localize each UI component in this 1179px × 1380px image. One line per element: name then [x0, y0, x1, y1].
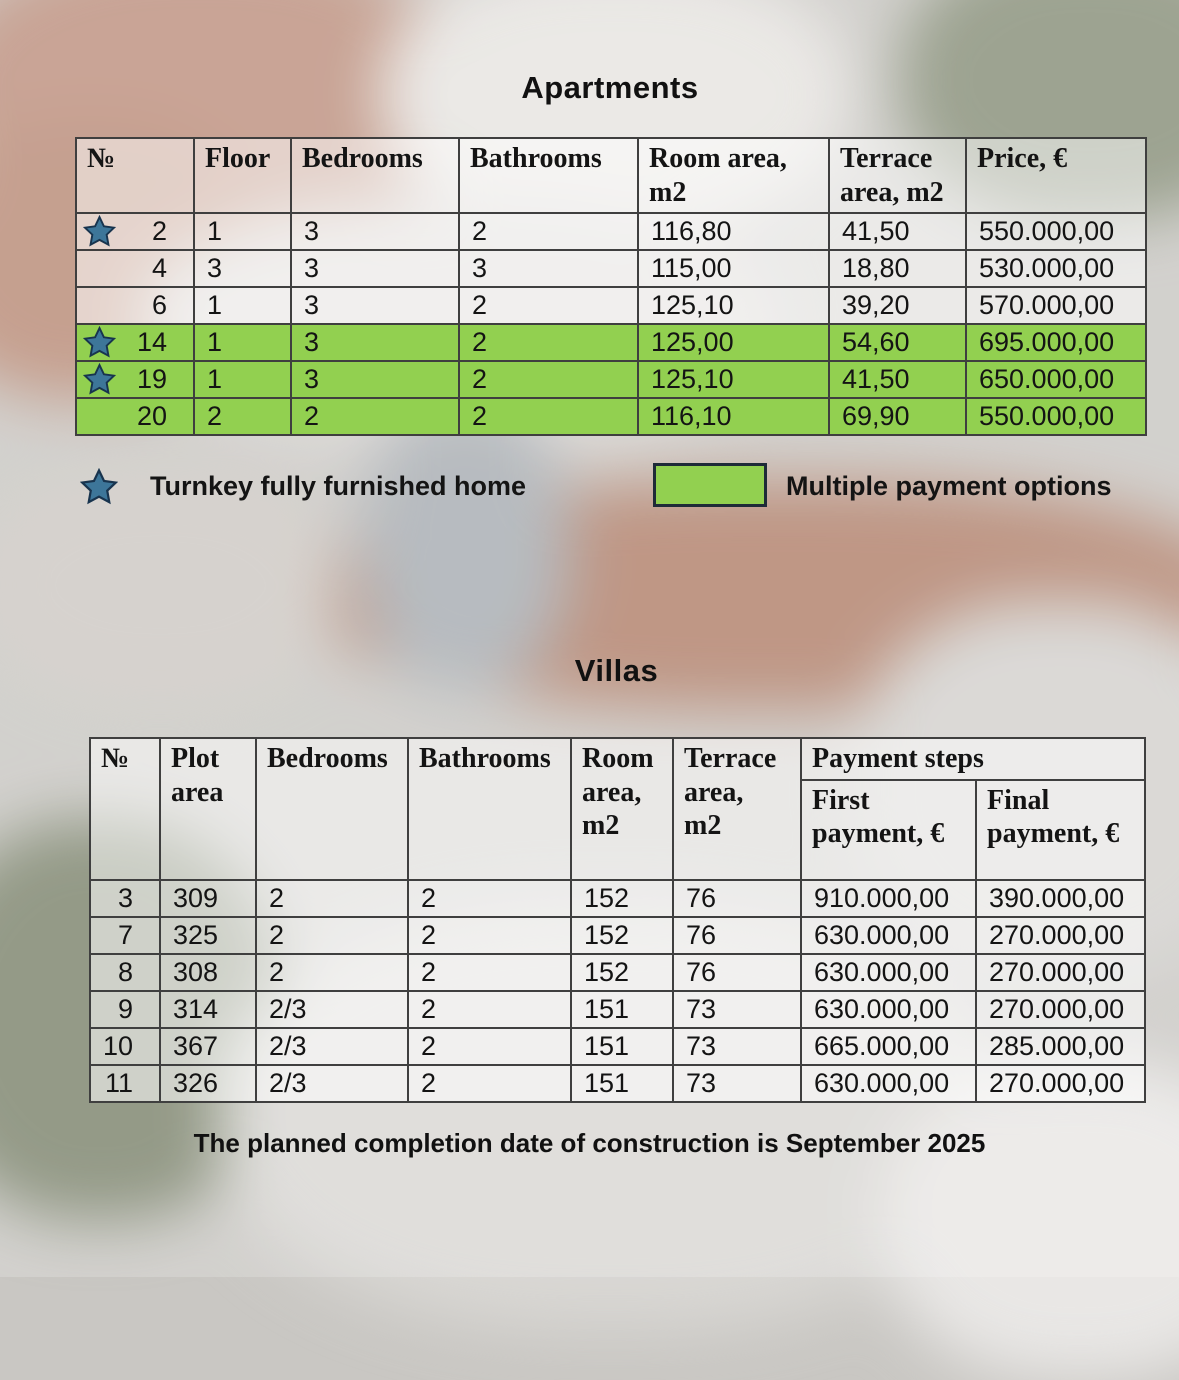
apartment-room-area: 116,10: [638, 398, 829, 435]
villa-plot-area: 314: [160, 991, 256, 1028]
apartment-price: 550.000,00: [966, 398, 1146, 435]
villa-no: [90, 954, 160, 991]
villa-no-value: 7: [117, 919, 133, 950]
villa-terrace-area: 73: [673, 1065, 801, 1102]
col-header-plot-area: Plot area: [160, 738, 256, 880]
apartment-price: 530.000,00: [966, 250, 1146, 287]
villa-bedrooms: 2/3: [256, 1028, 408, 1065]
apartment-row: [76, 287, 1146, 324]
villa-row: [90, 954, 1145, 991]
apartments-title: Apartments: [521, 70, 699, 105]
villa-room-area: 152: [571, 917, 673, 954]
apartment-price: 550.000,00: [966, 213, 1146, 250]
villa-bathrooms: 2: [408, 991, 571, 1028]
villa-no-value: 8: [117, 956, 133, 987]
apartment-no: [76, 250, 194, 287]
villa-no-value: 11: [104, 1067, 133, 1098]
villa-no: [90, 1028, 160, 1065]
villa-terrace-area: 76: [673, 954, 801, 991]
villa-room-area: 152: [571, 954, 673, 991]
apartment-room-area: 116,80: [638, 213, 829, 250]
villa-bedrooms: 2: [256, 917, 408, 954]
villa-bathrooms: 2: [408, 917, 571, 954]
apartment-price: 570.000,00: [966, 287, 1146, 324]
villa-bathrooms: 2: [408, 1065, 571, 1102]
villa-bathrooms: 2: [408, 1028, 571, 1065]
col-header-terrace-area: Terrace area, m2: [673, 738, 801, 880]
col-header-room-area: Room area, m2: [571, 738, 673, 880]
col-header-bedrooms: Bedrooms: [256, 738, 408, 880]
apartment-no-value: 4: [151, 253, 167, 284]
villa-plot-area: 326: [160, 1065, 256, 1102]
villas-table: [89, 737, 1146, 1103]
col-header-terrace-area: Terrace area, m2: [829, 138, 966, 213]
villa-no-value: 10: [102, 1030, 133, 1061]
villa-plot-area: 309: [160, 880, 256, 917]
apartment-floor: 1: [194, 213, 291, 250]
apartment-no-value: 14: [136, 327, 167, 358]
star-icon: [83, 326, 116, 359]
apartment-no-value: 6: [151, 290, 167, 321]
apartment-terrace-area: 69,90: [829, 398, 966, 435]
villa-first-payment: 630.000,00: [801, 954, 976, 991]
apartment-bedrooms: 3: [291, 361, 459, 398]
col-header-bathrooms: Bathrooms: [459, 138, 638, 213]
villa-room-area: 151: [571, 1028, 673, 1065]
villa-first-payment: 910.000,00: [801, 880, 976, 917]
col-header-bathrooms: Bathrooms: [408, 738, 571, 880]
apartment-room-area: 125,00: [638, 324, 829, 361]
villa-bedrooms: 2/3: [256, 991, 408, 1028]
villa-terrace-area: 73: [673, 991, 801, 1028]
apartment-terrace-area: 18,80: [829, 250, 966, 287]
apartment-bedrooms: 3: [291, 287, 459, 324]
apartment-floor: 2: [194, 398, 291, 435]
villa-bathrooms: 2: [408, 880, 571, 917]
apartment-no-value: 19: [136, 364, 167, 395]
villa-no: [90, 991, 160, 1028]
apartment-terrace-area: 41,50: [829, 213, 966, 250]
apartment-bathrooms: 2: [459, 213, 638, 250]
villa-no: [90, 1065, 160, 1102]
col-header-price: Price, €: [966, 138, 1146, 213]
apartment-bedrooms: 3: [291, 250, 459, 287]
apartment-room-area: 115,00: [638, 250, 829, 287]
legend-green-swatch: [653, 463, 767, 507]
col-header-room-area: Room area, m2: [638, 138, 829, 213]
villa-row: [90, 917, 1145, 954]
villa-terrace-area: 73: [673, 1028, 801, 1065]
villa-row: [90, 1065, 1145, 1102]
col-header-payment-steps: Payment steps: [801, 738, 1145, 780]
villa-first-payment: 630.000,00: [801, 1065, 976, 1102]
villa-final-payment: 270.000,00: [976, 954, 1145, 991]
villa-room-area: 151: [571, 1065, 673, 1102]
col-header-bedrooms: Bedrooms: [291, 138, 459, 213]
apartment-room-area: 125,10: [638, 287, 829, 324]
apartment-no: [76, 287, 194, 324]
apartment-bathrooms: 2: [459, 361, 638, 398]
apartment-no: [76, 361, 194, 398]
apartment-row: [76, 250, 1146, 287]
apartment-floor: 1: [194, 324, 291, 361]
apartment-row-highlighted: [76, 324, 1146, 361]
villa-plot-area: 308: [160, 954, 256, 991]
villa-bedrooms: 2: [256, 880, 408, 917]
apartment-no: [76, 324, 194, 361]
col-header-floor: Floor: [194, 138, 291, 213]
apartment-bedrooms: 3: [291, 324, 459, 361]
villa-final-payment: 270.000,00: [976, 917, 1145, 954]
col-header-no: №: [76, 138, 194, 213]
villa-row: [90, 991, 1145, 1028]
apartment-no-value: 20: [136, 401, 167, 432]
completion-note: The planned completion date of construction is September 2025: [193, 1128, 986, 1158]
apartment-bedrooms: 2: [291, 398, 459, 435]
legend-star-label: Turnkey fully furnished home: [150, 471, 527, 501]
villa-final-payment: 390.000,00: [976, 880, 1145, 917]
col-header-no: №: [90, 738, 160, 880]
villa-no-value: 9: [117, 993, 133, 1024]
villa-no: [90, 880, 160, 917]
villa-room-area: 152: [571, 880, 673, 917]
villas-header-row-1: [90, 738, 1145, 780]
villa-first-payment: 630.000,00: [801, 917, 976, 954]
apartment-bathrooms: 2: [459, 287, 638, 324]
apartment-bedrooms: 3: [291, 213, 459, 250]
villa-plot-area: 325: [160, 917, 256, 954]
villa-terrace-area: 76: [673, 917, 801, 954]
villa-bathrooms: 2: [408, 954, 571, 991]
apartment-no: [76, 213, 194, 250]
villa-bedrooms: 2/3: [256, 1065, 408, 1102]
apartment-row-highlighted: [76, 398, 1146, 435]
apartment-floor: 1: [194, 287, 291, 324]
villa-first-payment: 630.000,00: [801, 991, 976, 1028]
apartment-floor: 1: [194, 361, 291, 398]
star-icon: [83, 363, 116, 396]
villa-plot-area: 367: [160, 1028, 256, 1065]
apartment-room-area: 125,10: [638, 361, 829, 398]
apartment-bathrooms: 3: [459, 250, 638, 287]
villa-final-payment: 270.000,00: [976, 1065, 1145, 1102]
apartment-bathrooms: 2: [459, 324, 638, 361]
star-icon: [83, 215, 116, 248]
apartment-row: [76, 213, 1146, 250]
apartment-terrace-area: 39,20: [829, 287, 966, 324]
villa-no: [90, 917, 160, 954]
villa-row: [90, 880, 1145, 917]
villa-terrace-area: 76: [673, 880, 801, 917]
apartment-no: [76, 398, 194, 435]
apartment-no-value: 2: [151, 216, 167, 247]
apartment-terrace-area: 54,60: [829, 324, 966, 361]
col-header-final-payment: Final payment, €: [976, 780, 1145, 880]
villa-row: [90, 1028, 1145, 1065]
apartments-header-row: [76, 138, 1146, 213]
legend-green-label: Multiple payment options: [786, 471, 1112, 501]
villa-final-payment: 270.000,00: [976, 991, 1145, 1028]
apartment-floor: 3: [194, 250, 291, 287]
apartment-price: 650.000,00: [966, 361, 1146, 398]
col-header-first-payment: First payment, €: [801, 780, 976, 880]
villa-no-value: 3: [117, 882, 133, 913]
apartments-table: [75, 137, 1147, 436]
villa-room-area: 151: [571, 991, 673, 1028]
apartment-price: 695.000,00: [966, 324, 1146, 361]
apartment-terrace-area: 41,50: [829, 361, 966, 398]
villa-final-payment: 285.000,00: [976, 1028, 1145, 1065]
villa-bedrooms: 2: [256, 954, 408, 991]
villas-title: Villas: [574, 653, 659, 688]
legend-star-icon: [80, 468, 118, 506]
villa-first-payment: 665.000,00: [801, 1028, 976, 1065]
apartment-bathrooms: 2: [459, 398, 638, 435]
apartment-row-highlighted: [76, 361, 1146, 398]
